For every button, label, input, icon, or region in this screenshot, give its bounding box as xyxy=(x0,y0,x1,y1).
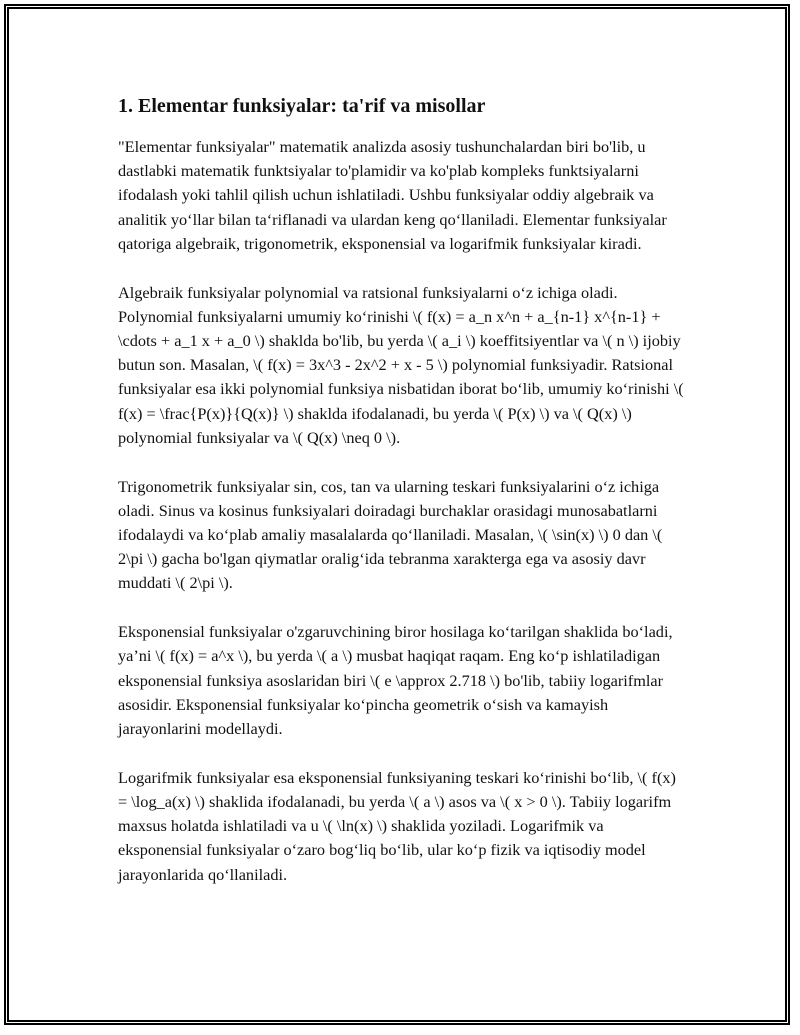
paragraph-algebraic: Algebraik funksiyalar polynomial va ratsional funksiyalarni o‘z ichiga oladi. Polynomial funksiyalarni umumiy ko‘rinishi \( f(x) = a_n x^n + a_{n-1} x^{n-1} + \cdots + a_1 x + a_0 \) shaklda bo'lib, bu yerda \( a_i \) koeffitsiyentlar va \( n \) ijobiy butun son. Masalan, \( f(x) = 3x^3 - 2x^2 + x - 5 \) polynomial funksiyadir. Ratsional funksiyalar esa ikki polynomial funksiya nisbatidan iborat bo‘lib, umumiy ko‘rinishi \( f(x) = \frac{P(x)}{Q(x)} \) shaklda ifodalanadi, bu yerda \( P(x) \) va \( Q(x) \) polynomial funksiyalar va \( Q(x) \neq 0 \). xyxy=(118,282,684,447)
section-heading: 1. Elementar funksiyalar: ta'rif va misollar xyxy=(118,95,486,117)
paragraph-exponential: Eksponensial funksiyalar o'zgaruvchining biror hosilaga ko‘tarilgan shaklida bo‘ladi, ya’ni \( f(x) = a^x \), bu yerda \( a \) musbat haqiqat raqam. Eng ko‘p ishlatiladigan eksponensial funksiya asoslaridan biri \( e \approx 2.718 \) bo'lib, tabiiy logarifmlar asosidir. Eksponensial funksiyalar ko‘pincha geometrik o‘sish va kamayish jarayonlarini modellaydi. xyxy=(118,622,673,739)
paragraph-trigonometric: Trigonometrik funksiyalar sin, cos, tan va ularning teskari funksiyalarini o‘z ichiga oladi. Sinus va kosinus funksiyalari doiradagi burchaklar orasidagi munosabatlarni ifodalaydi va ko‘plab amaliy masalalarda qo‘llaniladi. Masalan, \( \sin(x) \) 0 dan \( 2\pi \) gacha bo'lgan qiymatlar oralig‘ida tebranma xarakterga ega va asosiy davr muddati \( 2\pi \). xyxy=(118,476,663,593)
document-body xyxy=(118,93,688,911)
paragraph-logarithmic: Logarifmik funksiyalar esa eksponensial funksiyaning teskari ko‘rinishi bo‘lib, \( f(x) = \log_a(x) \) shaklida ifodalanadi, bu yerda \( a \) asos va \( x > 0 \). Tabiiy logarifm maxsus holatda ishlatiladi va u \( \ln(x) \) shaklida yoziladi. Logarifmik va eksponensial funksiyalar o‘zaro bog‘liq bo‘lib, ular ko‘p fizik va iqtisodiy model jarayonlarida qo‘llaniladi. xyxy=(118,767,676,884)
paragraph-intro: "Elementar funksiyalar" matematik analizda asosiy tushunchalardan biri bo'lib, u dastlabki matematik funktsiyalar to'plamidir va ko'plab kompleks funktsiyalarni ifodalash yoki tahlil qilish uchun ishlatiladi. Ushbu funksiyalar oddiy algebraik va analitik yo‘llar bilan ta‘riflanadi va ulardan keng qo‘llaniladi. Elementar funksiyalar qatoriga algebraik, trigonometrik, eksponensial va logarifmik funksiyalar kiradi. xyxy=(118,137,667,253)
